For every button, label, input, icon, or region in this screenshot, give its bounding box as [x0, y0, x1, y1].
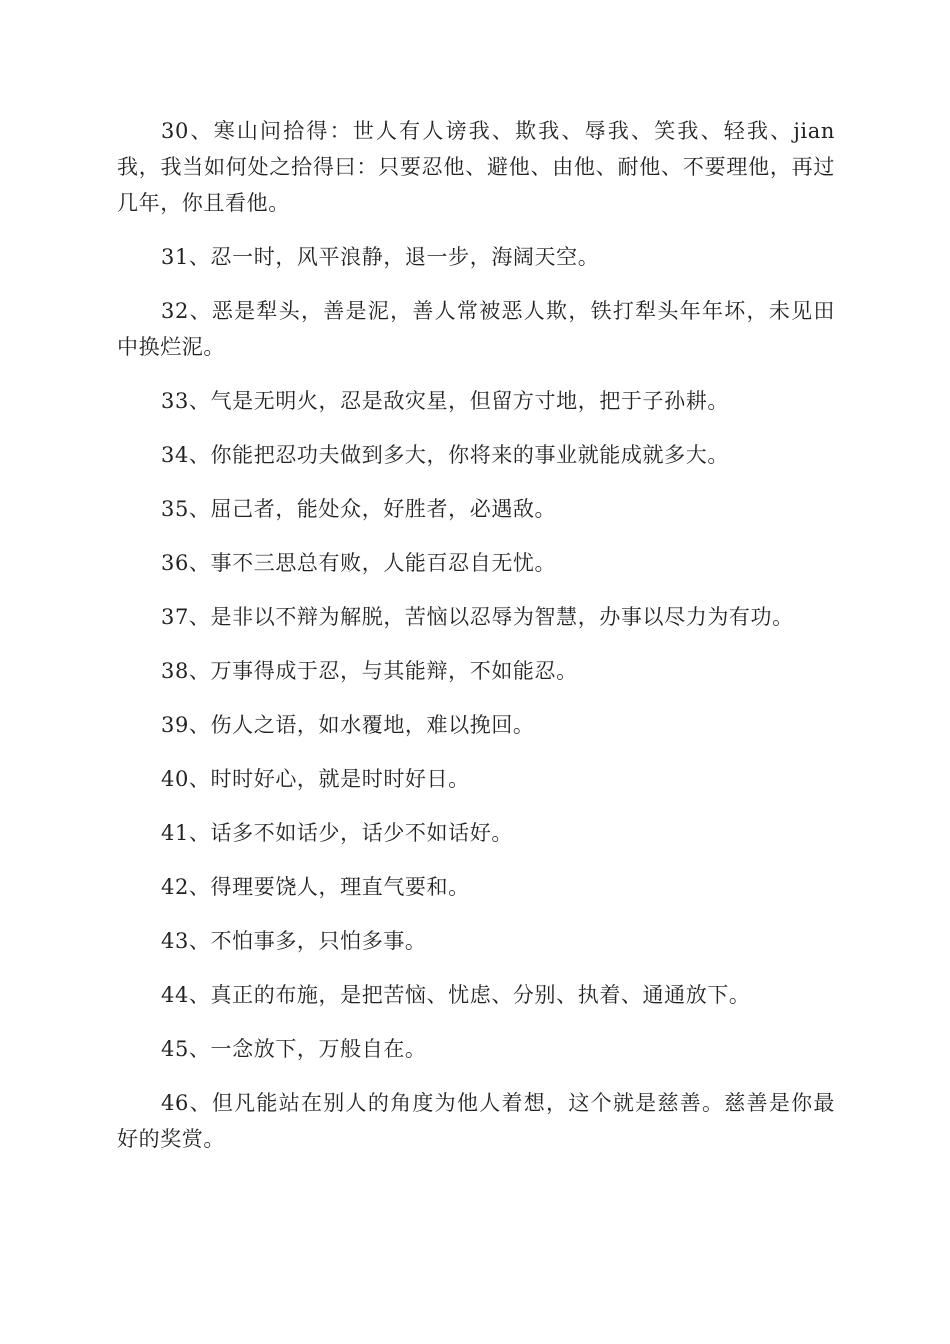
quote-paragraph-41: 41、话多不如话少，话少不如话好。 — [161, 821, 513, 845]
quote-paragraph-37: 37、是非以不辩为解脱，苦恼以忍辱为智慧，办事以尽力为有功。 — [161, 605, 794, 629]
quote-paragraph-38: 38、万事得成于忍，与其能辩，不如能忍。 — [161, 659, 578, 683]
quote-paragraph-40: 40、时时好心，就是时时好日。 — [161, 767, 470, 791]
quote-paragraph-34: 34、你能把忍功夫做到多大，你将来的事业就能成就多大。 — [161, 443, 729, 467]
quote-paragraph-39: 39、伤人之语，如水覆地，难以挽回。 — [161, 713, 535, 737]
quote-paragraph-32: 32、恶是犁头，善是泥，善人常被恶人欺，铁打犁头年年坏，未见田中换烂泥。 — [117, 299, 835, 359]
quote-paragraph-46: 46、但凡能站在别人的角度为他人着想，这个就是慈善。慈善是你最好的奖赏。 — [117, 1091, 835, 1151]
quote-paragraph-44: 44、真正的布施，是把苦恼、忧虑、分别、执着、通通放下。 — [161, 983, 751, 1007]
quote-paragraph-35: 35、屈己者，能处众，好胜者，必遇敌。 — [161, 497, 557, 521]
quote-paragraph-30: 30、寒山问拾得：世人有人谤我、欺我、辱我、笑我、轻我、jian我，我当如何处之拾得曰：只要忍他、避他、由他、耐他、不要理他，再过几年，你且看他。 — [117, 119, 835, 215]
quote-paragraph-33: 33、气是无明火，忍是敌灾星，但留方寸地，把于子孙耕。 — [161, 389, 729, 413]
quote-paragraph-31: 31、忍一时，风平浪静，退一步，海阔天空。 — [161, 245, 600, 269]
quote-paragraph-45: 45、一念放下，万般自在。 — [161, 1037, 427, 1061]
quote-paragraph-42: 42、得理要饶人，理直气要和。 — [161, 875, 470, 899]
quote-paragraph-43: 43、不怕事多，只怕多事。 — [161, 929, 427, 953]
quote-paragraph-36: 36、事不三思总有败，人能百忍自无忧。 — [161, 551, 557, 575]
document-body — [117, 113, 835, 1175]
